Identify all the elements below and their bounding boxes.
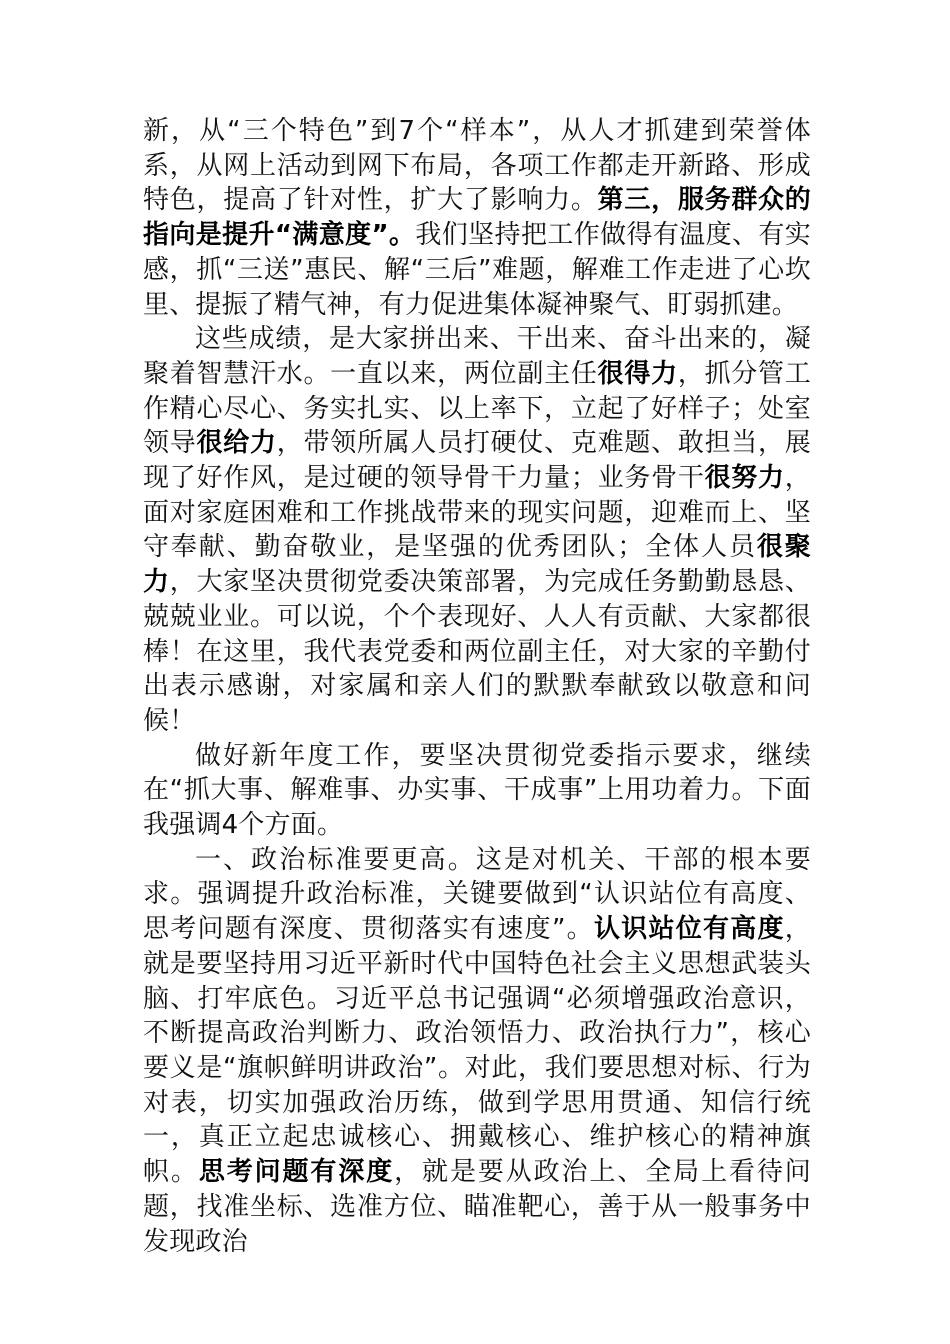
text-run: ，就是要坚持用习近平新时代中国特色社会主义思想武装头脑、打牢底色。习近平总书记强调“必须增强政治意识，不断提高政治判断力、政治领悟力、政治执行力”，核心要义是“旗帜鲜明讲政治”。对此，我们要思想对标、行为对表，切实加强政治历练，做到学思用贯通、知信行统一，真正立起忠诚核心、拥戴核心、维护核心的精神旗帜。 (143, 914, 811, 1188)
text-run: ，抓分管工作精心尽心、务实扎实、以上率下，立起了好样子；处室领导 (143, 358, 811, 459)
bold-text-run: 第三，服务群众的指向是提升“满意度”。 (143, 185, 811, 251)
bold-text-run: 认识站位有高度 (593, 914, 785, 945)
bold-text-run: 很得力 (597, 358, 678, 389)
text-run: 我们坚持把工作做得有温度、有实感，抓“三送”惠民、解“三后”难题，解难工作走进了心坎里、提振了精气神，有力促进集体凝神聚气、盯弱抓建。 (143, 220, 811, 320)
document-body (143, 114, 811, 1259)
text-run: ，带领所属人员打硬仗、克难题、敢担当，展现了好作风，是过硬的领导骨干力量；业务骨干 (143, 428, 811, 494)
bold-text-run: 思考问题有深度 (198, 1157, 395, 1188)
text-run: 一、政治标准要更高。这是对机关、干部的根本要求。强调提升政治标准，关键要做到“认识站位有高度、思考问题有深度、贯彻落实有速度”。 (143, 844, 811, 945)
paragraph-2 (143, 322, 811, 738)
paragraph-3 (143, 739, 811, 843)
text-run: ，大家坚决贯彻党委决策部署，为完成任务勤勤恳恳、兢兢业业。可以说，个个表现好、人人有贡献、大家都很棒！在这里，我代表党委和两位副主任，对大家的辛勤付出表示感谢，对家属和亲人们的默默奉献致以敬意和问候！ (143, 567, 811, 736)
bold-text-run: 很努力 (704, 463, 785, 494)
text-run: 这些成绩，是大家拼出来、干出来、奋斗出来的，凝聚着智慧汗水。一直以来，两位副主任 (143, 324, 811, 389)
paragraph-1 (143, 114, 811, 322)
text-run: 做好新年度工作，要坚决贯彻党委指示要求，继续在“抓大事、解难事、办实事、干成事”上用功着力。下面我强调4个方面。 (143, 740, 811, 841)
bold-text-run: 很给力 (196, 428, 277, 459)
text-run: ，面对家庭困难和工作挑战带来的现实问题，迎难而上、坚守奉献、勤奋敬业，是坚强的优秀团队；全体人员 (143, 463, 811, 563)
bold-text-run: 很聚力 (143, 532, 811, 598)
text-run: ，就是要从政治上、全局上看待问题，找准坐标、选准方位、瞄准靶心，善于从一般事务中发现政治 (143, 1157, 811, 1257)
paragraph-4 (143, 843, 811, 1259)
text-run: 新，从“三个特色”到7个“样本”，从人才抓建到荣誉体系，从网上活动到网下布局，各项工作都走开新路、形成特色，提高了针对性，扩大了影响力。 (143, 116, 811, 216)
